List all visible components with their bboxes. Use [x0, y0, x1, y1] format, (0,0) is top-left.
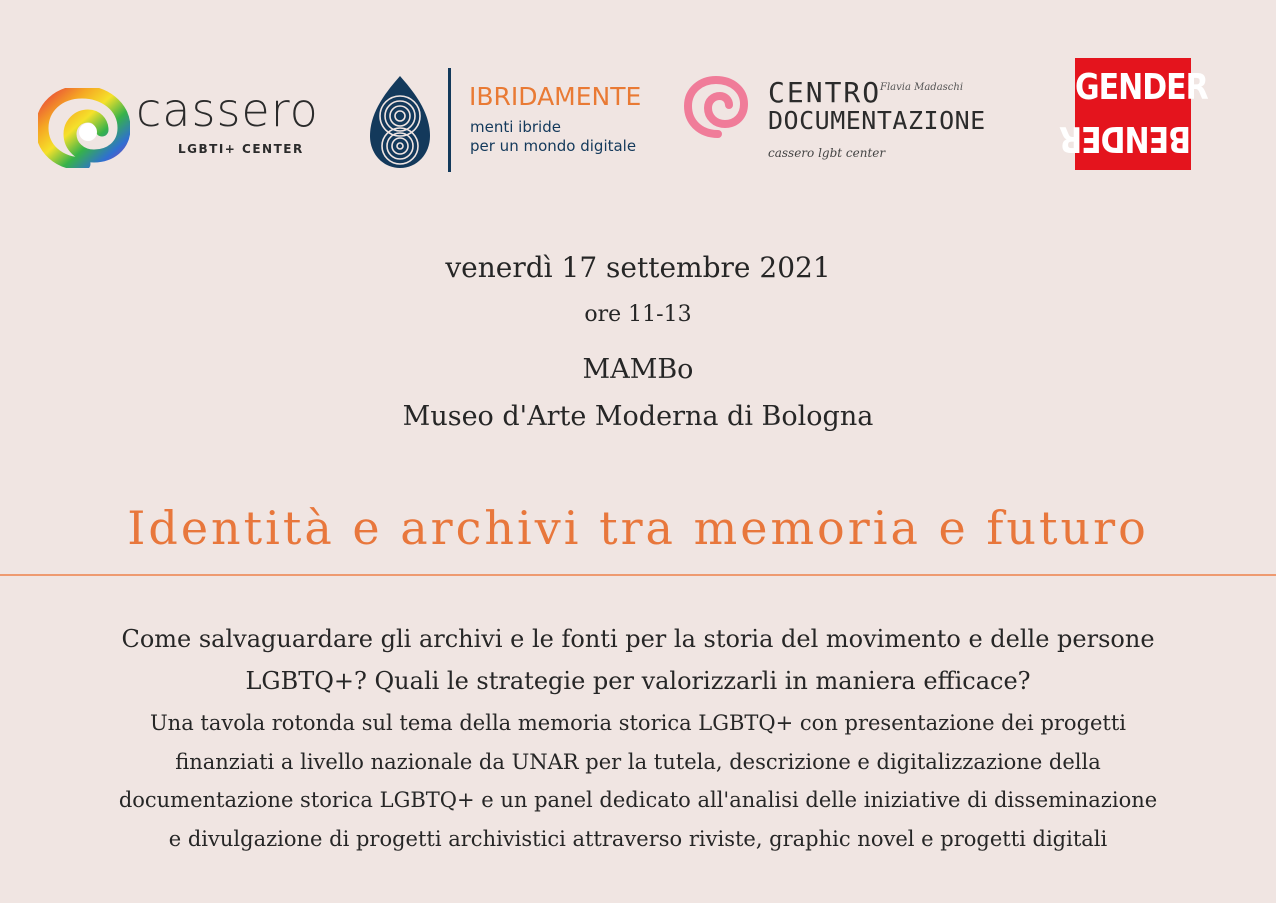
centro-wordmark-line1: CENTRO — [768, 76, 882, 109]
title-divider — [0, 574, 1276, 576]
description-question-line1: Come salvaguardare gli archivi e le fonti per la storia del movimento e delle persone — [121, 625, 1155, 653]
ibridamente-divider — [448, 68, 451, 172]
event-venue-full: Museo d'Arte Moderna di Bologna — [402, 401, 874, 432]
gender-bender-line1: GENDER — [1075, 66, 1208, 109]
description-body — [0, 704, 1276, 858]
description-question-line2: LGBTQ+? Quali le strategie per valorizzarli in maniera efficace? — [245, 667, 1031, 695]
description-line: e divulgazione di progetti archivistici attraverso riviste, graphic novel e progetti digitali — [168, 826, 1108, 851]
sponsor-logos — [0, 0, 1276, 200]
description-line: Una tavola rotonda sul tema della memoria storica LGBTQ+ con presentazione dei progetti — [149, 711, 1127, 735]
ibridamente-wordmark: IBRIDAMENTE — [469, 82, 642, 111]
ibridamente-subtitle-line1: menti ibride — [470, 118, 561, 136]
event-time: ore 11-13 — [584, 302, 692, 327]
description-line: finanziati a livello nazionale da UNAR per la tutela, descrizione e digitalizzazione della — [175, 749, 1101, 774]
cassero-wordmark: cassero — [136, 83, 319, 137]
centro-dedication: Flavia Madaschi — [880, 82, 964, 93]
description-line: documentazione storica LGBTQ+ e un panel dedicato all'analisi delle iniziative di disseminazione — [118, 788, 1158, 812]
event-title: Identità e archivi tra memoria e futuro — [127, 501, 1149, 555]
event-date: venerdì 17 settembre 2021 — [445, 251, 831, 284]
concentric-drop-icon — [366, 74, 434, 170]
cassero-subtitle: LGBTI+ CENTER — [178, 142, 304, 156]
centro-subtitle: cassero lgbt center — [768, 146, 886, 160]
centro-documentazione-logo — [684, 72, 1024, 168]
gender-bender-logo — [1060, 58, 1208, 170]
ibridamente-logo — [366, 68, 666, 174]
cassero-logo — [38, 83, 328, 170]
pink-swirl-icon — [684, 76, 750, 138]
ibridamente-subtitle-line2: per un mondo digitale — [470, 137, 637, 155]
centro-wordmark-line2: DOCUMENTAZIONE — [768, 106, 986, 135]
event-venue: MAMBo — [582, 354, 694, 385]
rainbow-swirl-icon — [38, 88, 130, 168]
ibridamente-subtitle — [470, 118, 636, 156]
gender-bender-line2: BENDER — [1060, 117, 1191, 160]
